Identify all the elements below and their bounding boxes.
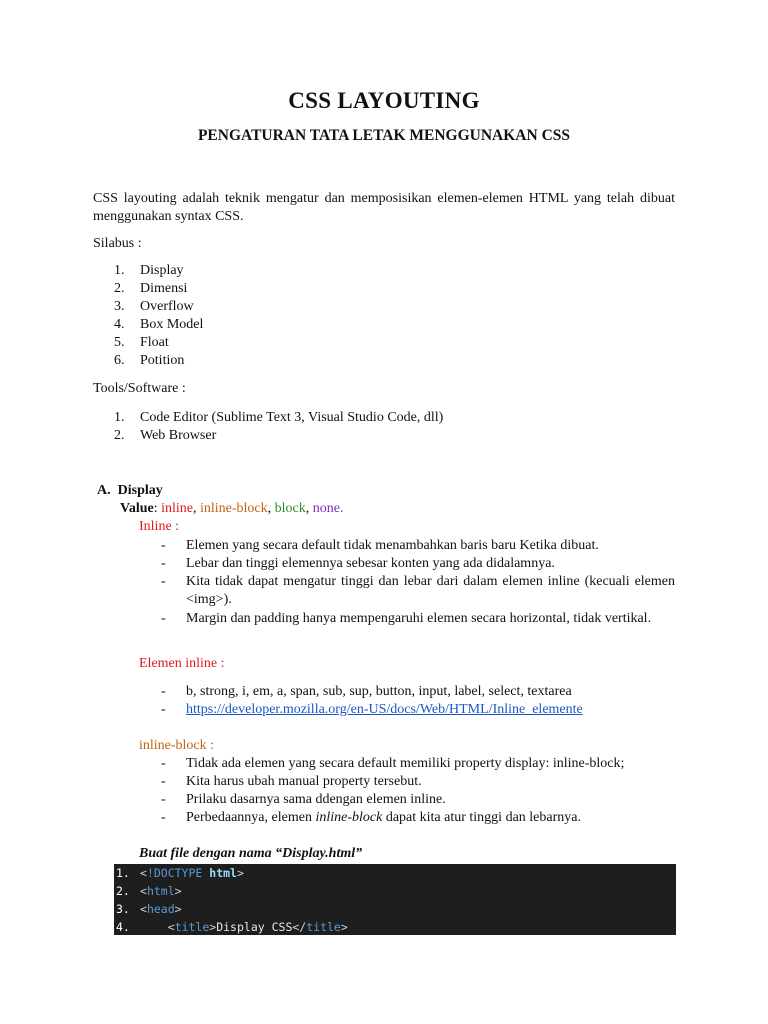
page-subtitle: PENGATURAN TATA LETAK MENGGUNAKAN CSS [197, 127, 571, 144]
value-colon: : [153, 501, 162, 516]
list-number: 3. [114, 299, 125, 314]
value-block: block [274, 501, 306, 516]
code-line [116, 864, 244, 882]
bullet-dash: - [161, 684, 166, 699]
value-none: none. [312, 501, 344, 516]
bullet-text: Kita harus ubah manual property tersebut. [186, 774, 422, 789]
code-line [116, 900, 182, 918]
code-punct: < [140, 884, 147, 898]
bullet-text [186, 809, 581, 827]
code-doctype: !DOCTYPE [146, 866, 203, 880]
code-punct: </ [292, 920, 307, 934]
tools-label: Tools/Software : [93, 381, 186, 396]
line-number: 3. [116, 902, 130, 916]
value-sep: , [305, 501, 313, 516]
bullet-text-prefix: Perbedaannya, elemen [186, 810, 316, 825]
bullet-text-suffix: dapat kita atur tinggi dan lebarnya. [382, 810, 581, 825]
code-tag: title [306, 920, 341, 934]
bullet-dash: - [161, 538, 166, 553]
bullet-dash: - [161, 774, 166, 789]
code-text: Display CSS [216, 920, 293, 934]
list-item-label: Display [140, 263, 184, 278]
bullet-dash: - [161, 792, 166, 807]
code-tag: title [174, 920, 210, 934]
value-sep: , [193, 501, 200, 516]
code-indent [140, 920, 168, 934]
bullet-text-em: inline-block [315, 810, 383, 825]
list-number: 2. [114, 428, 125, 443]
code-punct: > [174, 884, 182, 898]
bullet-text: Lebar dan tinggi elemennya sebesar konten yang ada didalamnya. [186, 556, 555, 571]
code-punct: < [140, 866, 147, 880]
list-number: 5. [114, 335, 125, 350]
silabus-label: Silabus : [93, 236, 142, 251]
code-tag: head [146, 902, 175, 916]
bullet-dash: - [161, 810, 166, 825]
value-sep: , [267, 501, 275, 516]
code-punct: > [209, 920, 217, 934]
elemen-inline-items: b, strong, i, em, a, span, sub, sup, button, input, label, select, textarea [186, 684, 572, 699]
bullet-text: Elemen yang secara default tidak menambahkan baris baru Ketika dibuat. [186, 538, 599, 553]
code-block [114, 864, 676, 935]
code-keyword: html [209, 866, 237, 880]
section-letter: A. [97, 483, 111, 498]
value-label: Value [120, 501, 154, 516]
line-number: 4. [116, 920, 130, 934]
bullet-text: Kita tidak dapat mengatur tinggi dan lebar dari dalam elemen inline (kecuali elemen <img>). [186, 574, 675, 607]
list-item-label: Dimensi [140, 281, 188, 296]
inline-label: Inline : [139, 519, 180, 534]
bullet-text: Tidak ada elemen yang secara default memiliki property display: inline-block; [186, 756, 625, 771]
value-line [120, 500, 343, 518]
elemen-inline-label: Elemen inline : [139, 656, 225, 671]
bullet-text: Prilaku dasarnya sama ddengan elemen inline. [186, 792, 446, 807]
bullet-dash: - [161, 574, 166, 589]
list-number: 1. [114, 263, 125, 278]
list-item-label: Code Editor (Sublime Text 3, Visual Studio Code, dll) [140, 410, 444, 425]
code-line [116, 918, 348, 936]
code-tag: html [146, 884, 175, 898]
list-item-label: Box Model [140, 317, 204, 332]
list-item-label: Web Browser [140, 428, 217, 443]
code-punct: > [174, 902, 182, 916]
value-inline: inline [161, 501, 193, 516]
line-number: 2. [116, 884, 130, 898]
inline-block-label: inline-block : [139, 738, 215, 753]
section-title: Display [117, 483, 163, 498]
bullet-dash: - [161, 611, 166, 626]
list-item-label: Overflow [140, 299, 194, 314]
bullet-dash: - [161, 702, 166, 717]
list-number: 2. [114, 281, 125, 296]
list-item-label: Float [140, 335, 169, 350]
section-a-heading [97, 482, 163, 500]
bullet-text: Margin dan padding hanya mempengaruhi elemen secara horizontal, tidak vertikal. [186, 611, 652, 626]
line-number: 1. [116, 866, 130, 880]
code-punct: > [236, 866, 244, 880]
code-punct: > [340, 920, 348, 934]
list-number: 4. [114, 317, 125, 332]
code-punct: < [167, 920, 175, 934]
bullet-dash: - [161, 756, 166, 771]
code-line [116, 882, 182, 900]
page-title: CSS LAYOUTING [288, 88, 480, 113]
list-number: 6. [114, 353, 125, 368]
list-item-label: Potition [140, 353, 185, 368]
code-punct: < [140, 902, 147, 916]
intro-paragraph: CSS layouting adalah teknik mengatur dan memposisikan elemen-elemen HTML yang telah dibuat menggunakan syntax CSS. [93, 191, 675, 224]
list-number: 1. [114, 410, 125, 425]
mdn-inline-link[interactable]: https://developer.mozilla.org/en-US/docs/Web/HTML/Inline_elemente [186, 702, 583, 717]
bullet-dash: - [161, 556, 166, 571]
value-inline-block: inline-block [200, 501, 268, 516]
file-caption: Buat file dengan nama “Display.html” [139, 846, 363, 861]
